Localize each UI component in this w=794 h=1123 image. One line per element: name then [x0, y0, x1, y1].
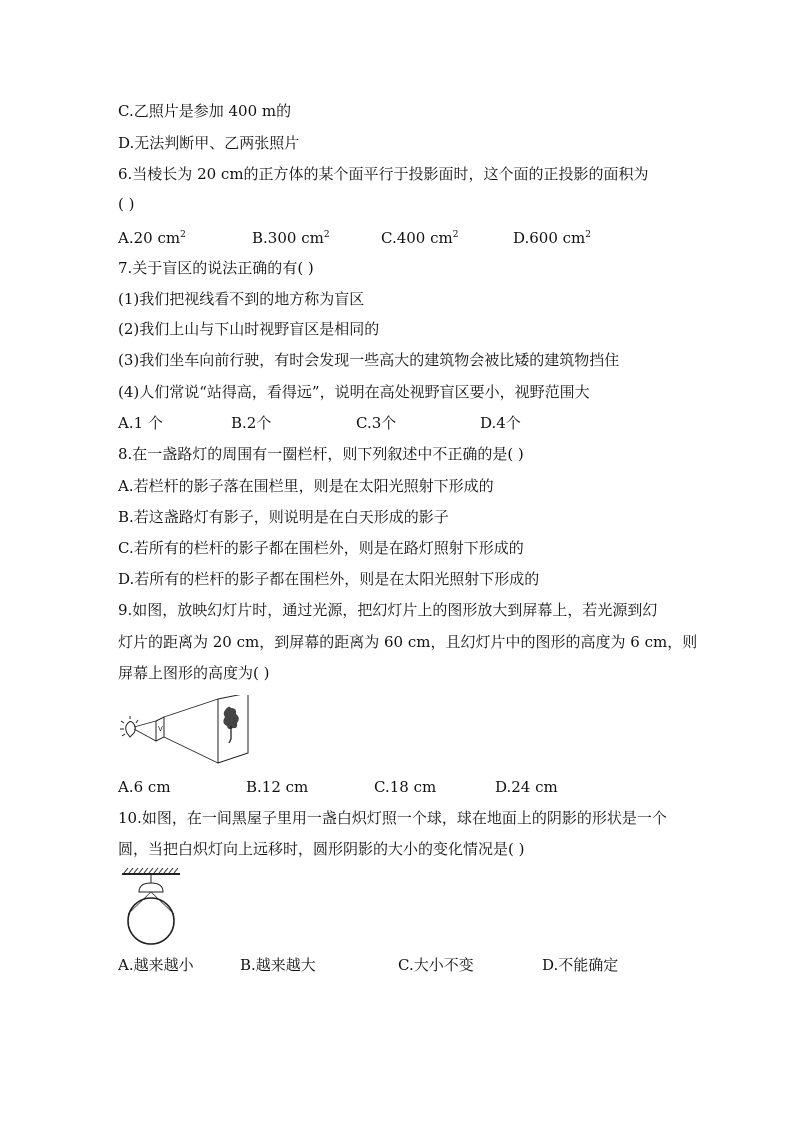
q7-option-c: C.3个: [356, 414, 397, 432]
q6-option-b-sup: 2: [323, 230, 330, 240]
q6-option-a-text: A.20 cm: [118, 229, 181, 247]
q7-statement-1: (1)我们把视线看不到的地方称为盲区: [118, 290, 365, 308]
q10-option-d: D.不能确定: [542, 956, 619, 974]
q7-statement-2: (2)我们上山与下山时视野盲区是相同的: [118, 320, 380, 338]
q9-projector-figure: [118, 695, 278, 770]
q7-statement-4: (4)人们常说“站得高，看得远”，说明在高处视野盲区要小，视野范围大: [118, 383, 590, 401]
q6-option-d-sup: 2: [585, 230, 592, 240]
ball-icon: [128, 898, 174, 944]
ceiling-hatch: [122, 868, 180, 874]
q7-option-b: B.2个: [231, 414, 272, 432]
q5-option-d: D.无法判断甲、乙两张照片: [118, 134, 300, 152]
tree-image-icon: [223, 707, 238, 743]
q8-option-a: A.若栏杆的影子落在围栏里，则是在太阳光照射下形成的: [118, 477, 494, 495]
q5-option-c: C.乙照片是参加 400 m的: [118, 102, 292, 120]
q6-option-c: [381, 228, 458, 248]
q9-stem-line-2: 灯片的距离为 20 cm，到屏幕的距离为 60 cm，且幻灯片中的图形的高度为 6 cm，则: [118, 633, 698, 651]
lamp-icon: [139, 875, 163, 892]
q6-option-d-text: D.600 cm: [513, 229, 586, 247]
q6-option-c-sup: 2: [452, 230, 459, 240]
q6-option-c-text: C.400 cm: [381, 229, 453, 247]
q10-stem-line-2: 圆，当把白炽灯向上远移时，圆形阴影的大小的变化情况是( ): [118, 840, 525, 858]
q8-option-d: D.若所有的栏杆的影子都在围栏外，则是在太阳光照射下形成的: [118, 570, 540, 588]
q9-option-c: C.18 cm: [374, 778, 437, 796]
q7-option-d: D.4个: [480, 414, 521, 432]
q9-stem-line-1: 9.如图，放映幻灯片时，通过光源，把幻灯片上的图形放大到屏幕上，若光源到幻: [118, 601, 658, 619]
light-rays: [128, 892, 174, 914]
q10-option-a: A.越来越小: [118, 956, 194, 974]
q6-stem: 6.当棱长为 20 cm的正方体的某个面平行于投影面时，这个面的正投影的面积为: [118, 165, 649, 183]
q8-option-b: B.若这盏路灯有影子，则说明是在白天形成的影子: [118, 508, 449, 526]
q6-option-d: [513, 228, 591, 248]
q8-option-c: C.若所有的栏杆的影子都在围栏外，则是在路灯照射下形成的: [118, 539, 524, 557]
q9-stem-line-3: 屏幕上图形的高度为( ): [118, 664, 270, 682]
q9-option-b: B.12 cm: [246, 778, 309, 796]
q7-statement-3: (3)我们坐车向前行驶，有时会发现一些高大的建筑物会被比矮的建筑物挡住: [118, 351, 620, 369]
q6-option-b-text: B.300 cm: [252, 229, 324, 247]
q10-lamp-ball-figure: [118, 866, 188, 950]
q6-option-a: [118, 228, 186, 248]
q6-answer-paren: ( ): [118, 195, 135, 213]
slide-frame: [156, 717, 164, 741]
q7-option-a: A.1 个: [118, 414, 163, 432]
q7-stem: 7.关于盲区的说法正确的有( ): [118, 259, 314, 277]
q10-option-b: B.越来越大: [240, 956, 316, 974]
q8-stem: 8.在一盏路灯的周围有一圈栏杆，则下列叙述中不正确的是( ): [118, 445, 524, 463]
q6-option-b: [252, 228, 330, 248]
q10-stem-line-1: 10.如图，在一间黑屋子里用一盏白炽灯照一个球，球在地面上的阴影的形状是一个: [118, 809, 667, 827]
light-cone-lines: [134, 699, 218, 763]
svg-text:V: V: [158, 725, 163, 733]
q9-option-a: A.6 cm: [118, 778, 171, 796]
q10-option-c: C.大小不变: [398, 956, 474, 974]
q9-option-d: D.24 cm: [495, 778, 558, 796]
screen-frame: [218, 695, 248, 763]
q6-option-a-sup: 2: [180, 230, 186, 240]
